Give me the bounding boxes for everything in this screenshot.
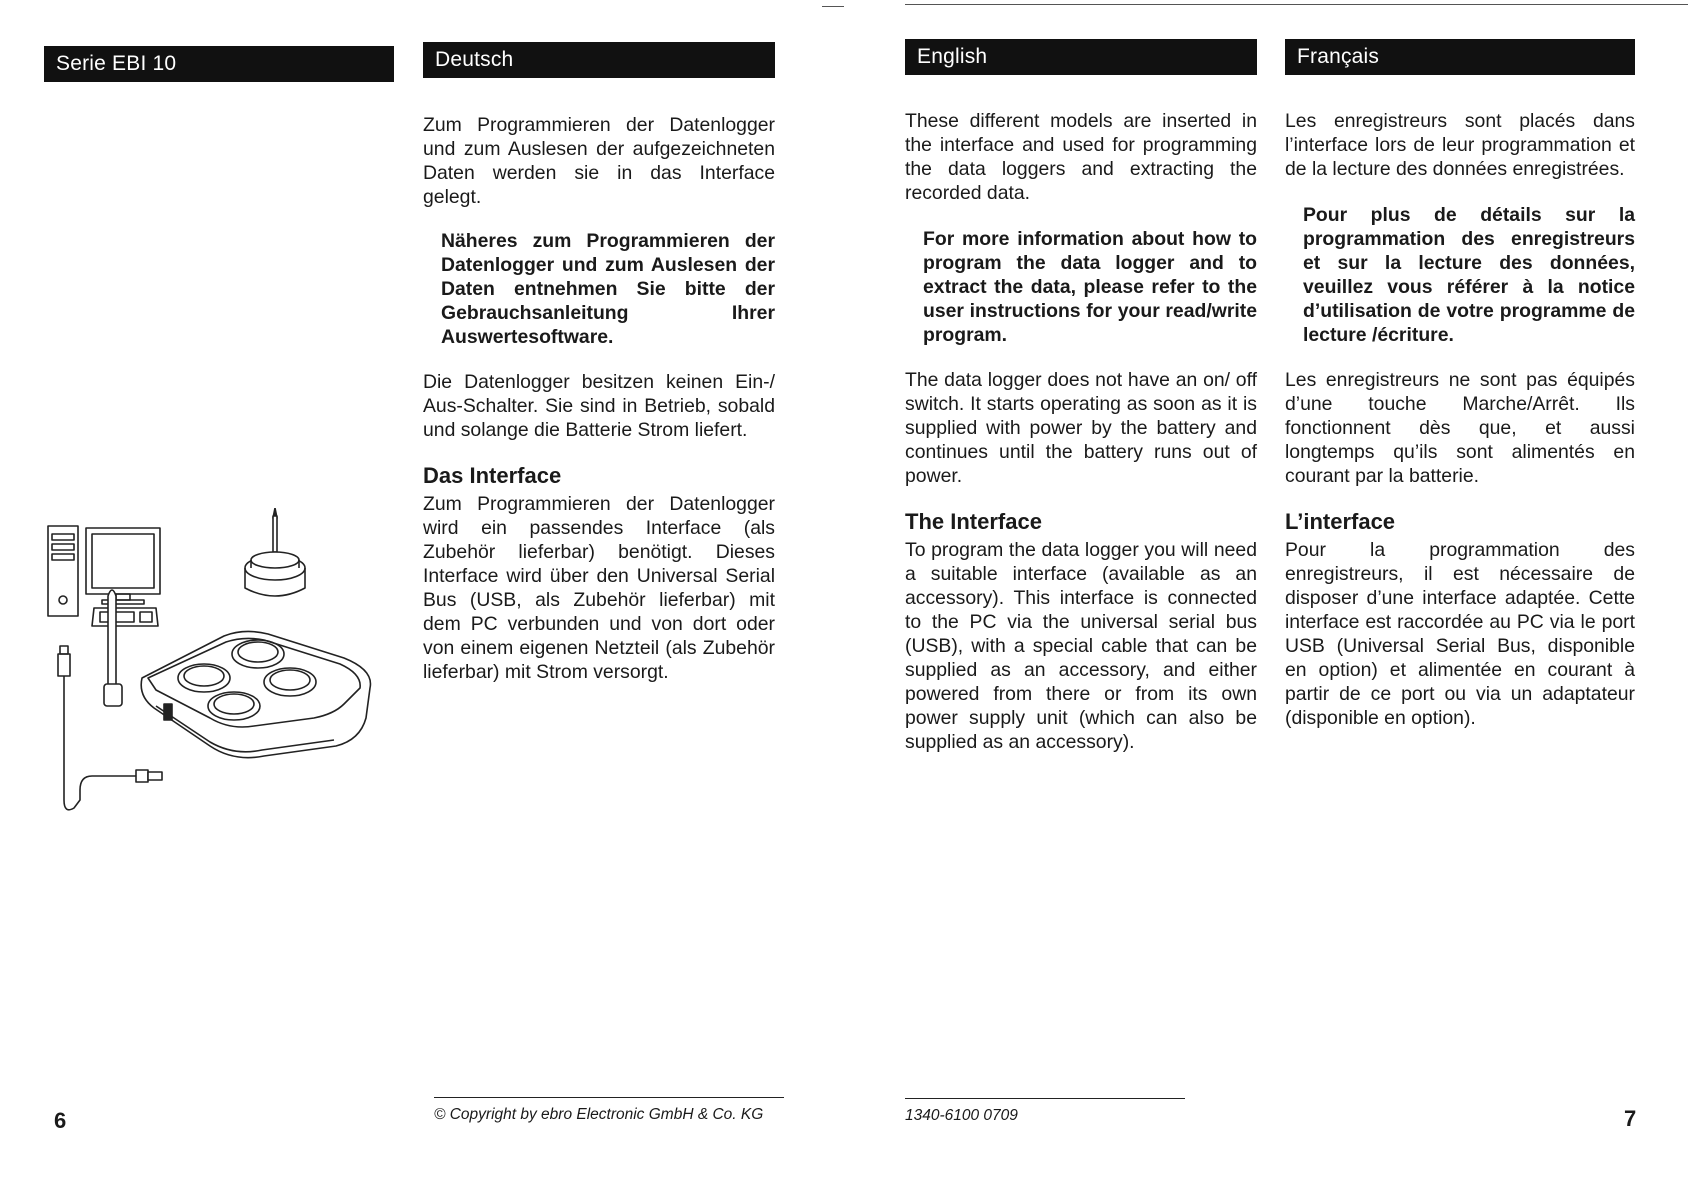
deutsch-paragraph-1: Zum Programmieren der Datenlogger und zum Auslesen der aufgezeichneten Daten werden sie in das Interface gelegt. [423,114,775,208]
top-mark [822,6,844,7]
francais-paragraph-2: Les enregistreurs ne sont pas équipés d’une touche Marche/Arrêt. Ils fonctionnent dès que, et aussi longtemps qu’ils sont alimentés en courant par la batterie. [1285,369,1635,487]
deutsch-column [423,113,775,684]
francais-column [1285,109,1635,730]
francais-header-label: Français [1297,45,1380,68]
left-page-number: 6 [54,1108,67,1133]
interface-base-icon [141,631,370,757]
english-note: For more information about how to program the data logger and to extract the data, please refer to the user instructions for your read/write program. [923,228,1257,346]
right-page-number: 7 [1624,1106,1637,1131]
english-paragraph-2: The data logger does not have an on/ off switch. It starts operating as soon as it is supplied with power by the battery and continues until the battery runs out of power. [905,369,1257,487]
deutsch-heading: Das Interface [423,463,562,488]
pc-tower-icon [48,526,78,616]
english-paragraph-3: To program the data logger you will need a suitable interface (available as an accessory). This interface is connected to the PC via the universal serial bus (USB), with a special cable that can be supplied as an accessory, and either powered from there or from its own power supply unit (which can also be supplied as an accessory). [905,539,1257,753]
francais-paragraph-1: Les enregistreurs sont placés dans l’interface lors de leur programmation et de la lecture des données enregistrées. [1285,110,1635,180]
francais-paragraph-3: Pour la programmation des enregistreurs, il est nécessaire de disposer d’une interface adaptée. Cette interface est raccordée au PC via le port USB (Universal Serial Bus, disponible en option) et alimentée en courant à partir de ce port ou via un adaptateur (disponible en option). [1285,539,1635,729]
monitor-icon [86,528,160,626]
doc-number: 1340-6100 0709 [905,1107,1018,1124]
copyright-text: © Copyright by ebro Electronic GmbH & Co. KG [434,1106,764,1123]
english-paragraph-1: These different models are inserted in the interface and used for programming the data loggers and extracting the recorded data. [905,110,1257,204]
deutsch-header-label: Deutsch [435,48,514,71]
francais-heading: L’interface [1285,509,1396,534]
english-header-label: English [917,45,988,68]
francais-note: Pour plus de détails sur la programmation des enregistreurs et sur la lecture des données, veuillez vous référer à la notice d’utilisation de votre programme de lecture /écriture. [1303,204,1635,346]
copyright-rule [434,1097,784,1098]
english-header [905,39,1257,75]
doc-number-rule [905,1098,1185,1099]
deutsch-note: Näheres zum Programmieren der Datenlogger und zum Auslesen der Daten entnehmen Sie bitte der Gebrauchsanleitung Ihrer Auswertesoftware. [441,230,775,348]
interface-illustration [44,508,404,818]
english-column [905,109,1257,754]
deutsch-header [423,42,775,78]
english-heading: The Interface [905,509,1042,534]
deutsch-paragraph-2: Die Datenlogger besitzen keinen Ein-/ Aus-Schalter. Sie sind in Betrieb, sobald und solange die Batterie Strom liefert. [423,371,775,441]
probe-logger-icon [245,508,305,596]
series-label: Serie EBI 10 [56,52,177,75]
francais-header [1285,39,1635,75]
series-header [44,46,394,82]
top-rule [905,4,1688,5]
deutsch-paragraph-3: Zum Programmieren der Datenlogger wird ein passendes Interface (als Zubehör lieferbar) benötigt. Dieses Interface wird über den Universal Serial Bus (USB, als Zubehör lieferbar) mit dem PC verbunden und von dort oder von einem eigenen Netzteil (als Zubehör lieferbar) mit Strom versorgt. [423,493,775,683]
